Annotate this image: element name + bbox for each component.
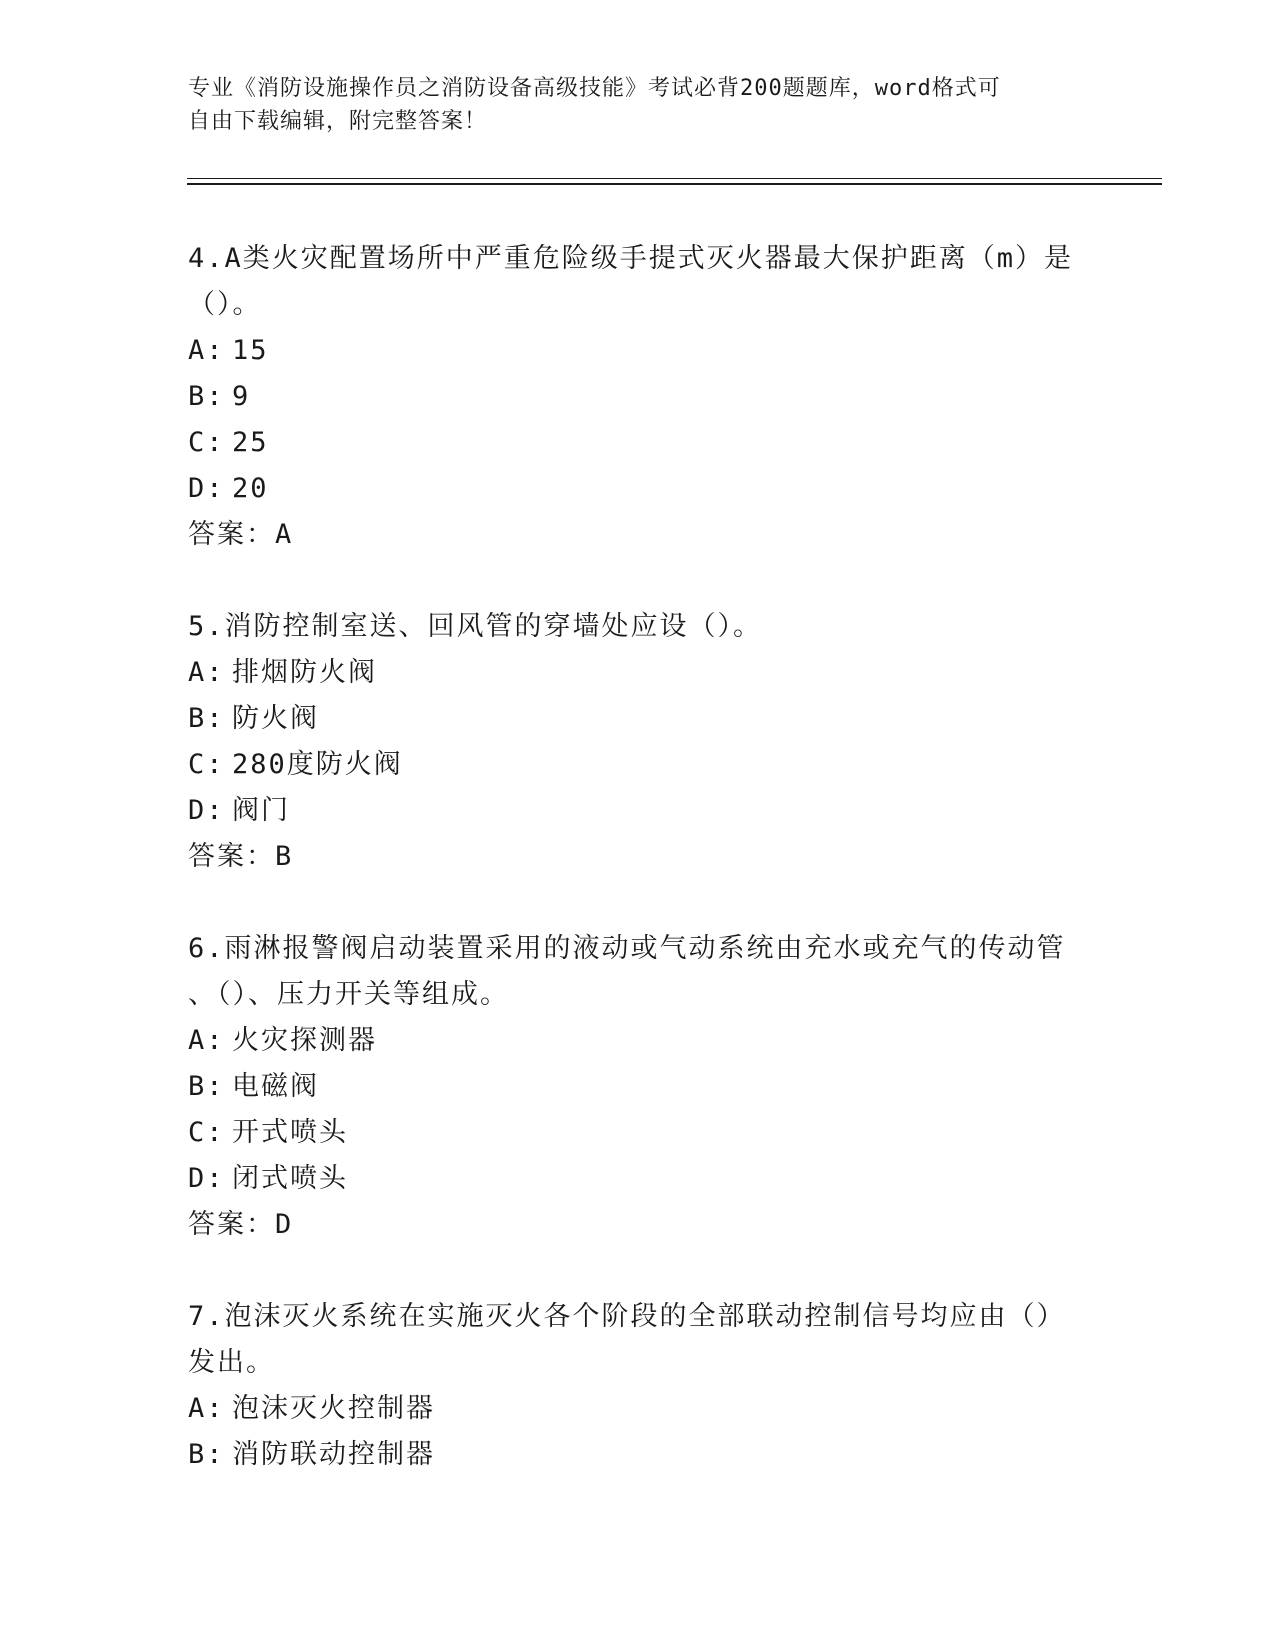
- option-letter: A:: [188, 1025, 225, 1056]
- option-b: [188, 374, 1088, 420]
- option-c: [188, 1110, 1088, 1156]
- option-text: 消防联动控制器: [232, 1439, 435, 1470]
- option-letter: D:: [188, 1163, 225, 1194]
- option-d: [188, 1156, 1088, 1202]
- option-letter: D:: [188, 473, 225, 504]
- option-text: 9: [232, 381, 251, 412]
- option-a: [188, 328, 1088, 374]
- question-stem-line: 7.泡沫灭火系统在实施灭火各个阶段的全部联动控制信号均应由（）: [188, 1301, 1066, 1332]
- question-stem: [188, 926, 1088, 1018]
- question-stem-line: （）。: [188, 289, 262, 320]
- option-letter: B:: [188, 1439, 225, 1470]
- question-stem-line: 6.雨淋报警阀启动装置采用的液动或气动系统由充水或充气的传动管: [188, 933, 1066, 964]
- answer-line: 答案：B: [188, 841, 294, 872]
- option-text: 闭式喷头: [232, 1163, 348, 1194]
- option-c: [188, 742, 1088, 788]
- question-stem-line: 5.消防控制室送、回风管的穿墙处应设（）。: [188, 611, 763, 642]
- answer-line: 答案：D: [188, 1209, 294, 1240]
- document-header: [188, 72, 1068, 138]
- option-text: 280度防火阀: [232, 749, 403, 780]
- header-line-1: 专业《消防设施操作员之消防设备高级技能》考试必背200题题库，word格式可: [188, 76, 1001, 101]
- question-stem-line: 、（）、压力开关等组成。: [188, 979, 509, 1010]
- option-letter: D:: [188, 795, 225, 826]
- option-letter: C:: [188, 427, 225, 458]
- option-a: [188, 650, 1088, 696]
- option-text: 防火阀: [232, 703, 319, 734]
- option-letter: A:: [188, 657, 225, 688]
- option-a: [188, 1018, 1088, 1064]
- option-a: [188, 1386, 1088, 1432]
- question-5: [188, 604, 1088, 880]
- header-divider-top: [187, 178, 1162, 179]
- question-4: [188, 236, 1088, 558]
- option-letter: C:: [188, 749, 225, 780]
- option-text: 25: [232, 427, 269, 458]
- option-b: [188, 696, 1088, 742]
- option-text: 电磁阀: [232, 1071, 319, 1102]
- option-letter: B:: [188, 1071, 225, 1102]
- option-letter: A:: [188, 1393, 225, 1424]
- header-line-2: 自由下载编辑，附完整答案！: [188, 109, 488, 134]
- option-letter: C:: [188, 1117, 225, 1148]
- option-d: [188, 788, 1088, 834]
- question-stem: [188, 236, 1088, 328]
- question-stem-line: 发出。: [188, 1347, 275, 1378]
- option-c: [188, 420, 1088, 466]
- option-text: 泡沫灭火控制器: [232, 1393, 435, 1424]
- option-text: 开式喷头: [232, 1117, 348, 1148]
- option-b: [188, 1064, 1088, 1110]
- question-stem-line: 4.A类火灾配置场所中严重危险级手提式灭火器最大保护距离（m）是: [188, 243, 1074, 274]
- option-d: [188, 466, 1088, 512]
- option-letter: B:: [188, 381, 225, 412]
- option-text: 20: [232, 473, 269, 504]
- question-stem: [188, 1294, 1088, 1386]
- option-text: 15: [232, 335, 269, 366]
- option-letter: B:: [188, 703, 225, 734]
- question-6: [188, 926, 1088, 1248]
- question-list: [188, 236, 1088, 1524]
- option-b: [188, 1432, 1088, 1478]
- question-7: [188, 1294, 1088, 1478]
- option-text: 排烟防火阀: [232, 657, 377, 688]
- option-letter: A:: [188, 335, 225, 366]
- option-text: 火灾探测器: [232, 1025, 377, 1056]
- option-text: 阀门: [232, 795, 290, 826]
- answer-line: 答案：A: [188, 519, 294, 550]
- header-divider-bottom: [187, 183, 1162, 185]
- question-stem: [188, 604, 1088, 650]
